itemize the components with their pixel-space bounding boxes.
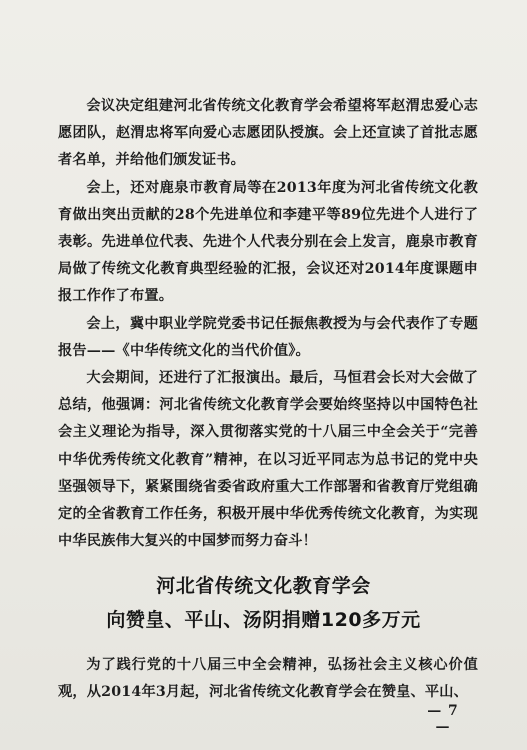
paragraph-special-report: 会上，冀中职业学院党委书记任振焦教授为与会代表作了专题报告——《中华传统文化的当代价值》。 [58, 315, 478, 359]
article-title-line-1: 河北省传统文化教育学会 [156, 575, 371, 597]
article-body [58, 93, 478, 555]
paragraph-volunteer-team: 会议决定组建河北省传统文化教育学会希望将军赵渭忠爱心志愿团队，赵渭忠将军向爱心志愿团队授旗。会上还宣读了首批志愿者名单，并给他们颁发证书。 [58, 98, 478, 169]
article-title-line-2: 向赞皇、平山、汤阴捐赠120多万元 [106, 609, 421, 631]
page-number: — 7 — [427, 703, 459, 735]
paragraph-summary: 大会期间，还进行了汇报演出。最后，马恒君会长对大会做了总结，他强调：河北省传统文化教育学会要始终坚持以中国特色社会主义理论为指导，深入贯彻落实党的十八届三中全会关于“完善中华优秀传统文化教育”精神，在以习近平同志为总书记的党中央坚强领导下，紧紧围绕省委省政府重大工作部署和省教育厅党组确定的全省教育工作任务，积极开展中华优秀传统文化教育，为实现中华民族伟大复兴的中国梦而努力奋斗！ [58, 370, 478, 550]
paragraph-donation-opening: 为了践行党的十八届三中全会精神，弘扬社会主义核心价值观，从2014年3月起，河北省传统文化教育学会在赞皇、平山、 [58, 657, 478, 701]
article2-body [58, 652, 478, 706]
paragraph-commendation: 会上，还对鹿泉市教育局等在2013年度为河北省传统文化教育做出突出贡献的28个先进单位和李建平等89位先进个人进行了表彰。先进单位代表、先进个人代表分别在会上发言，鹿泉市教育局做了传统文化教育典型经验的汇报，会议还对2014年度课题申报工作作了布置。 [58, 179, 478, 305]
